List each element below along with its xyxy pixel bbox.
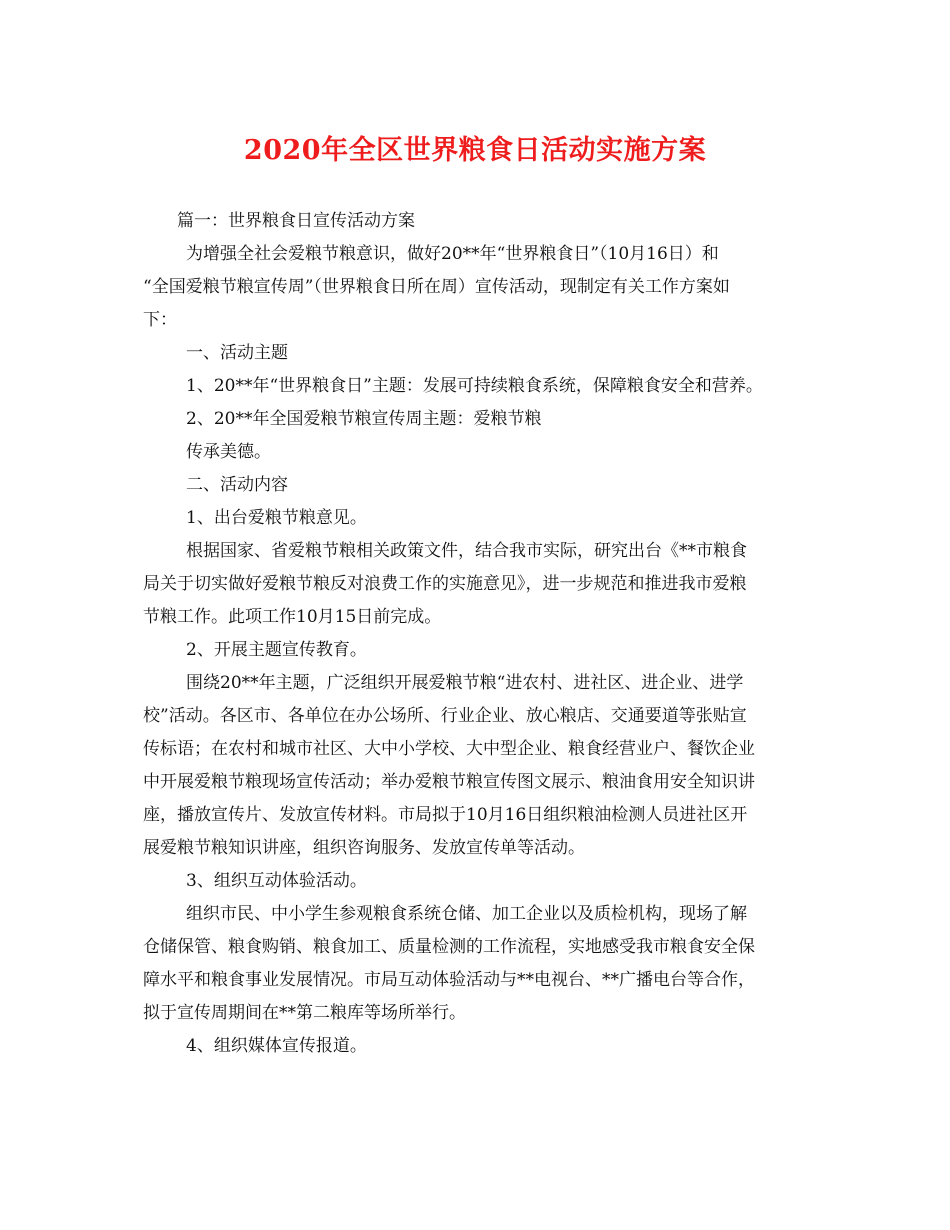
body-line: 局关于切实做好爱粮节粮反对浪费工作的实施意见》，进一步规范和推进我市爱粮 [143, 574, 747, 594]
body-line: “全国爱粮节粮宣传周”（世界粮食日所在周）宣传活动，现制定有关工作方案如 [143, 277, 730, 297]
body-line: 为增强全社会爱粮节粮意识，做好20**年“世界粮食日”（10月16日）和 [186, 244, 719, 264]
body-line: 下： [143, 310, 177, 330]
body-line: 3、组织互动体验活动。 [186, 871, 367, 891]
body-line: 篇一：世界粮食日宣传活动方案 [177, 211, 415, 231]
body-line: 校”活动。各区市、各单位在办公场所、行业企业、放心粮店、交通要道等张贴宣 [143, 706, 747, 726]
body-line: 1、20**年“世界粮食日”主题：发展可持续粮食系统，保障粮食安全和营养。 [186, 376, 763, 396]
body-line: 1、出台爱粮节粮意见。 [186, 508, 367, 528]
body-line: 节粮工作。此项工作10月15日前完成。 [143, 607, 442, 627]
body-line: 仓储保管、粮食购销、粮食加工、质量检测的工作流程，实地感受我市粮食安全保 [143, 937, 755, 957]
body-line: 传标语；在农村和城市社区、大中小学校、大中型企业、粮食经营业户、餐饮企业 [143, 739, 755, 759]
body-line: 2、开展主题宣传教育。 [186, 640, 367, 660]
body-line: 障水平和粮食事业发展情况。市局互动体验活动与**电视台、**广播电台等合作， [143, 970, 755, 990]
body-line: 二、活动内容 [186, 475, 288, 495]
body-line: 座，播放宣传片、发放宣传材料。市局拟于10月16日组织粮油检测人员进社区开 [143, 805, 748, 825]
body-line: 根据国家、省爱粮节粮相关政策文件，结合我市实际，研究出台《**市粮食 [186, 541, 747, 561]
document-body [143, 205, 823, 1063]
body-line: 中开展爱粮节粮现场宣传活动；举办爱粮节粮宣传图文展示、粮油食用安全知识讲 [143, 772, 755, 792]
body-line: 一、活动主题 [186, 343, 288, 363]
document-title: 2020年全区世界粮食日活动实施方案 [243, 135, 707, 166]
body-line: 拟于宣传周期间在**第二粮库等场所举行。 [143, 1003, 466, 1023]
body-line: 传承美德。 [186, 442, 271, 462]
body-line: 围绕20**年主题，广泛组织开展爱粮节粮“进农村、进社区、进企业、进学 [186, 673, 744, 693]
body-line: 4、组织媒体宣传报道。 [186, 1036, 367, 1056]
body-line: 展爱粮节粮知识讲座，组织咨询服务、发放宣传单等活动。 [143, 838, 585, 858]
body-line: 组织市民、中小学生参观粮食系统仓储、加工企业以及质检机构，现场了解 [186, 904, 747, 924]
body-line: 2、20**年全国爱粮节粮宣传周主题：爱粮节粮 [186, 409, 542, 429]
